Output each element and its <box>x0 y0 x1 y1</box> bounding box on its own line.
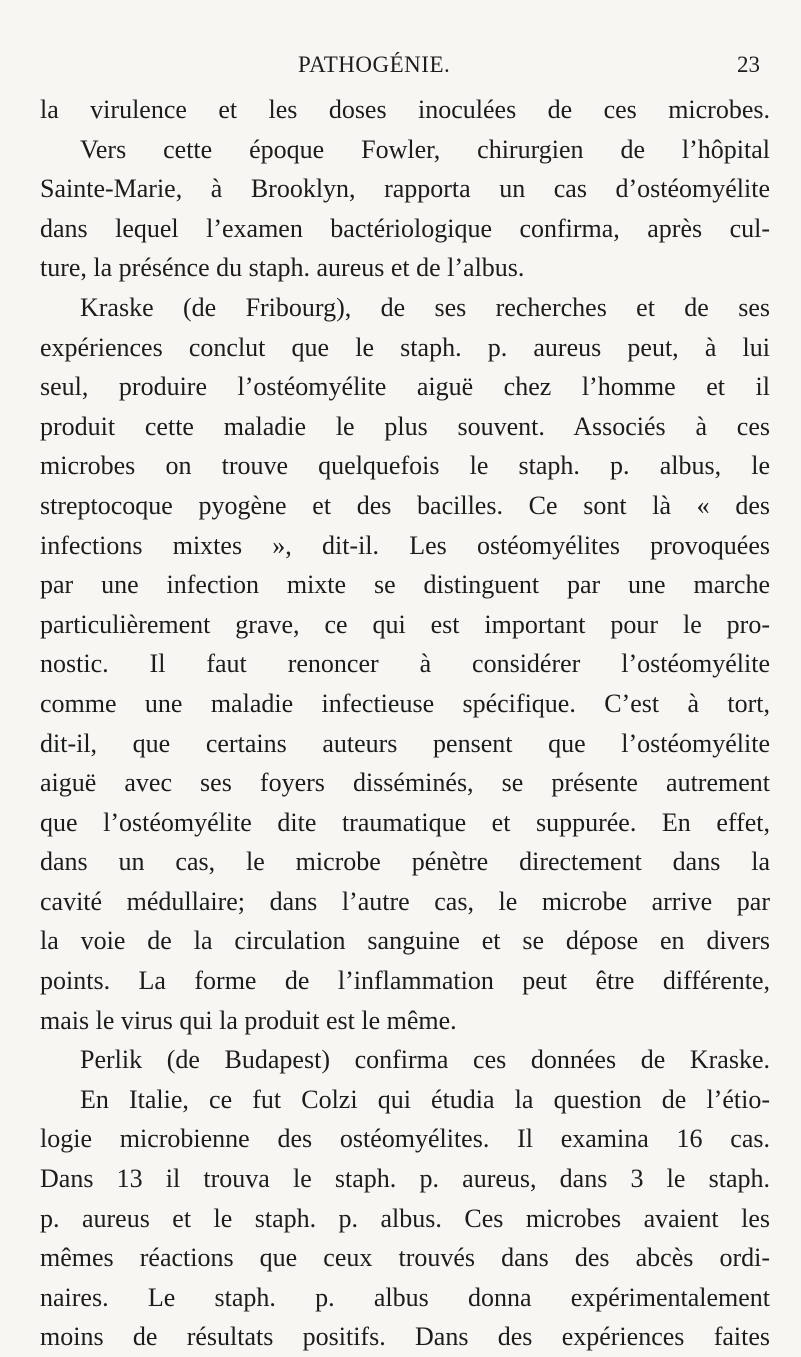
text-line: aiguë avec ses foyers disséminés, se présente autrement <box>40 768 770 798</box>
text-line: Sainte-Marie, à Brooklyn, rapporta un cas d’ostéomyélite <box>40 174 770 204</box>
text-line: infections mixtes », dit-il. Les ostéomyélites provoquées <box>40 530 770 560</box>
text-line: Dans 13 il trouva le staph. p. aureus, dans 3 le staph. <box>40 1164 770 1194</box>
text-line: comme une maladie infectieuse spécifique. C’est à tort, <box>40 688 770 718</box>
text-line: naires. Le staph. p. albus donna expérimentalement <box>40 1282 770 1312</box>
running-head <box>0 52 801 82</box>
text-line: Vers cette époque Fowler, chirurgien de l’hôpital <box>80 134 770 164</box>
text-line: mais le virus qui la produit est le même. <box>40 1005 457 1035</box>
text-line: microbes on trouve quelquefois le staph. p. albus, le <box>40 451 770 481</box>
text-line: Perlik (de Budapest) confirma ces données de Kraske. <box>80 1045 770 1075</box>
text-line: points. La forme de l’inflammation peut être différente, <box>40 966 770 996</box>
text-line: par une infection mixte se distinguent par une marche <box>40 570 770 600</box>
text-line: streptocoque pyogène et des bacilles. Ce sont là « des <box>40 490 770 520</box>
text-line: cavité médullaire; dans l’autre cas, le microbe arrive par <box>40 886 770 916</box>
text-line: expériences conclut que le staph. p. aureus peut, à lui <box>40 332 770 362</box>
text-line: particulièrement grave, ce qui est important pour le pro- <box>40 609 770 639</box>
text-line: la virulence et les doses inoculées de ces microbes. <box>40 95 770 124</box>
text-line: logie microbienne des ostéomyélites. Il examina 16 cas. <box>40 1124 770 1154</box>
text-line: que l’ostéomyélite dite traumatique et suppurée. En effet, <box>40 807 770 837</box>
text-line: dans lequel l’examen bactériologique confirma, après cul- <box>40 213 770 243</box>
text-line: la voie de la circulation sanguine et se dépose en divers <box>40 926 770 956</box>
page-title: PATHOGÉNIE. <box>298 52 451 77</box>
text-line: seul, produire l’ostéomyélite aiguë chez l’homme et il <box>40 372 770 402</box>
text-line: moins de résultats positifs. Dans des expériences faites <box>40 1322 770 1352</box>
text-line: dans un cas, le microbe pénètre directement dans la <box>40 847 770 877</box>
text-line: nostic. Il faut renoncer à considérer l’ostéomyélite <box>40 649 770 679</box>
text-line: ture, la présénce du staph. aureus et de l’albus. <box>40 253 525 283</box>
text-line: Kraske (de Fribourg), de ses recherches et de ses <box>80 292 770 322</box>
page-number: 23 <box>737 52 760 77</box>
text-line: En Italie, ce fut Colzi qui étudia la question de l’étio- <box>80 1084 770 1114</box>
text-line: dit-il, que certains auteurs pensent que l’ostéomyélite <box>40 728 770 758</box>
text-line: p. aureus et le staph. p. albus. Ces microbes avaient les <box>40 1203 770 1233</box>
text-line: mêmes réactions que ceux trouvés dans des abcès ordi- <box>40 1243 770 1273</box>
body-text <box>40 90 770 1357</box>
text-line: produit cette maladie le plus souvent. Associés à ces <box>40 411 770 441</box>
